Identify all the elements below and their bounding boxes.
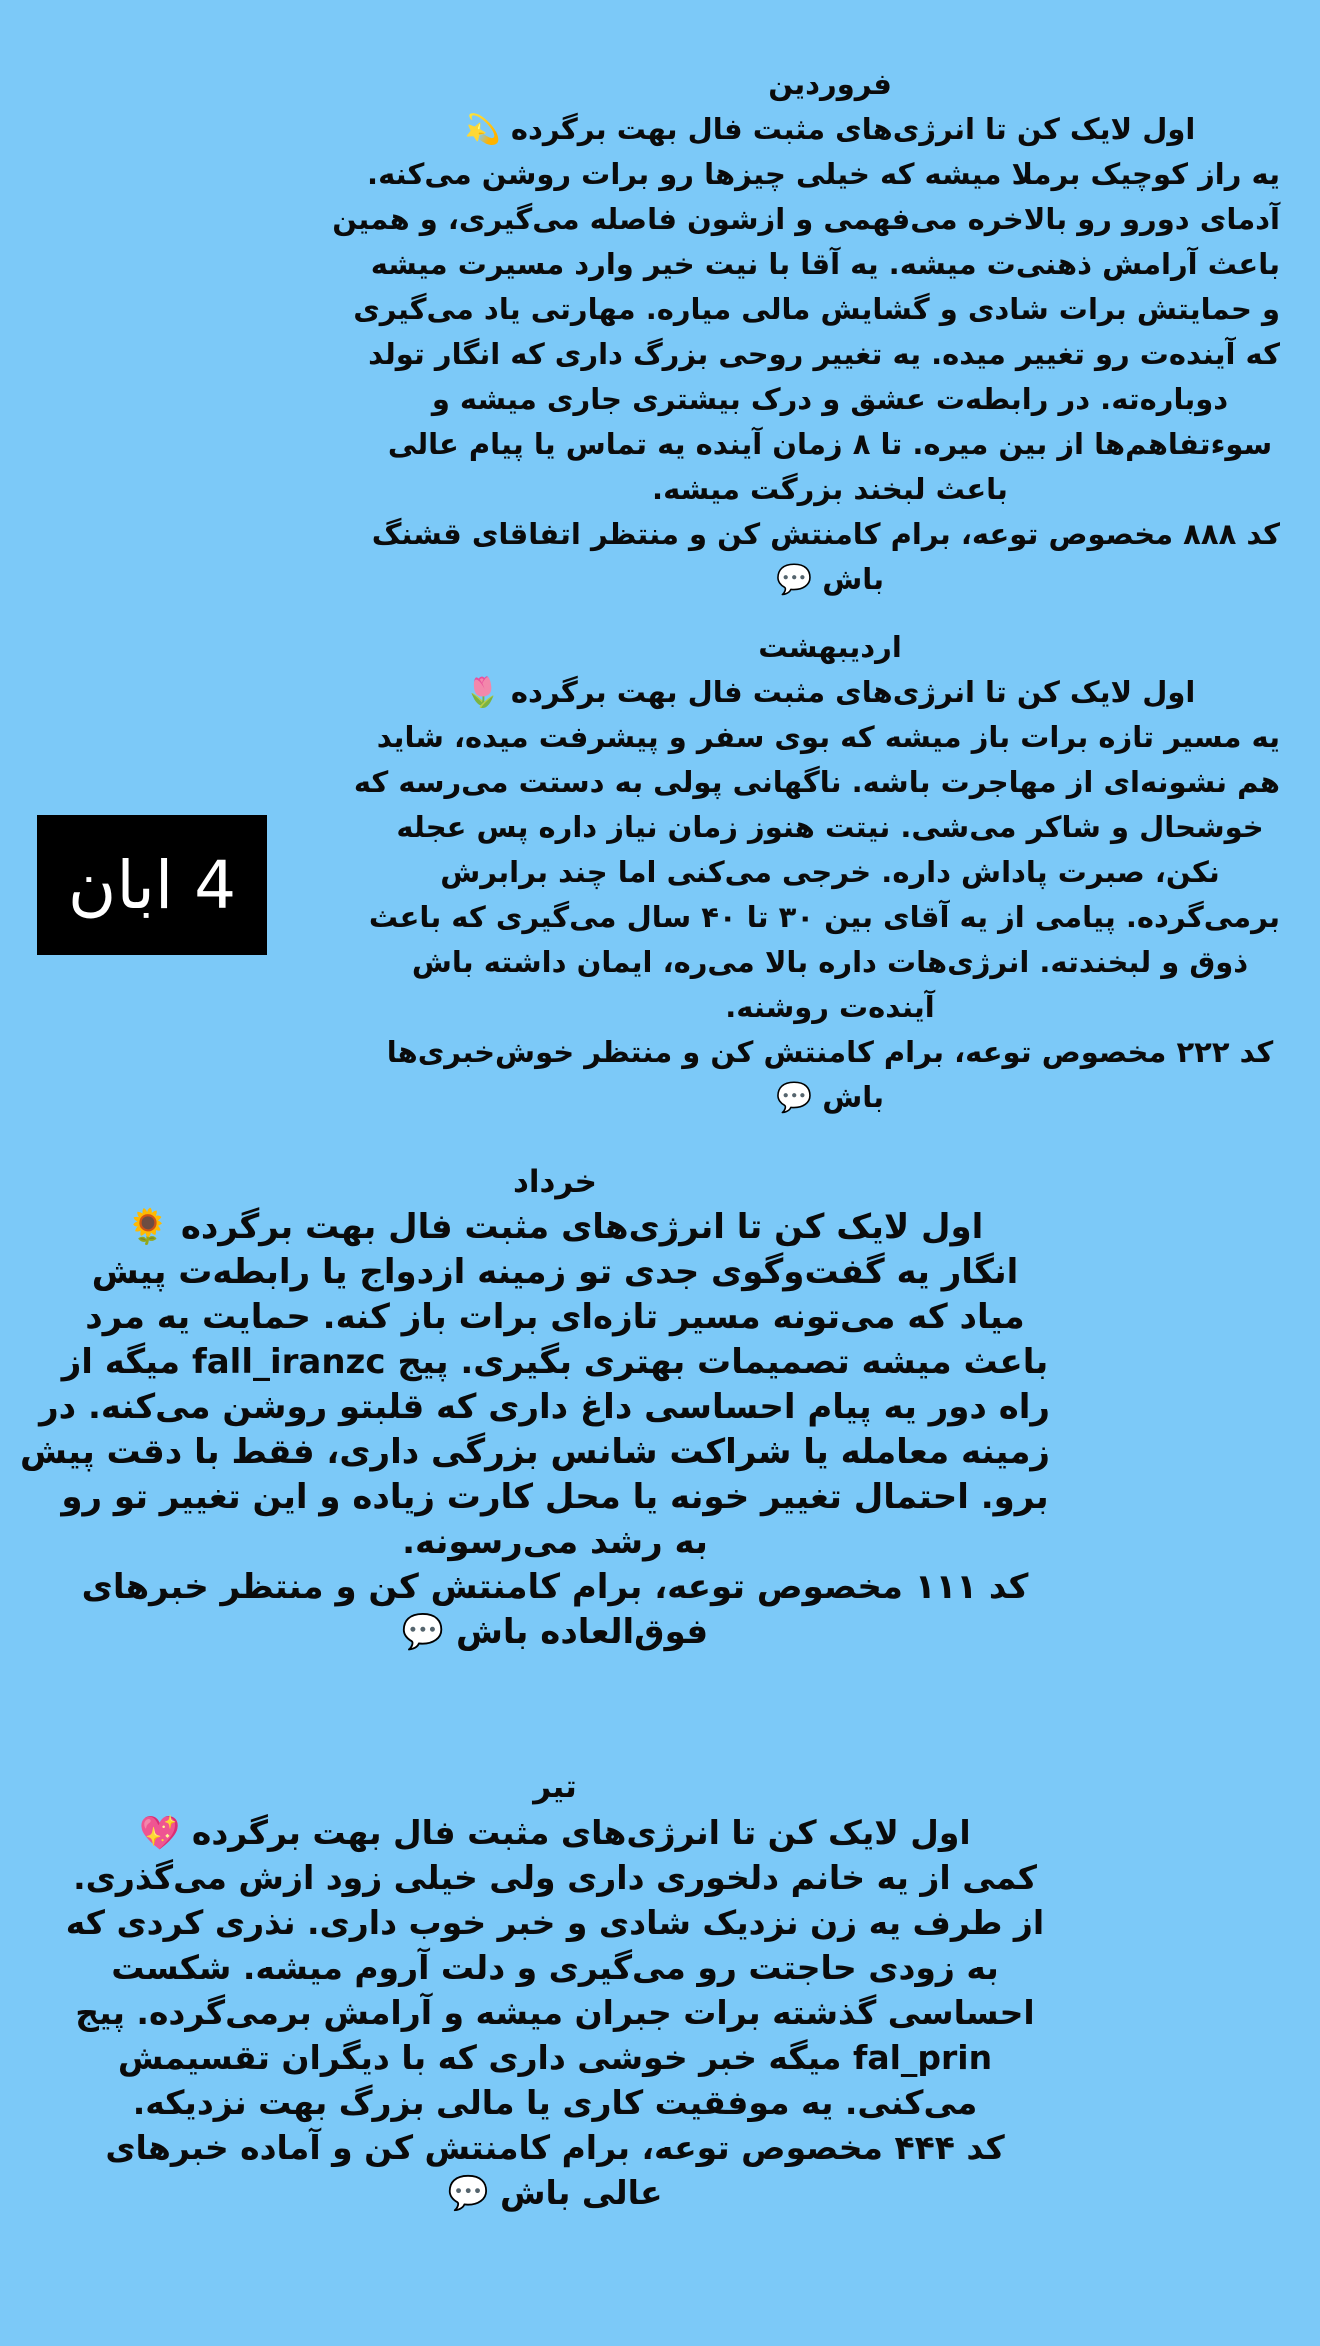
fortune-line: کد ۸۸۸ مخصوص توعه، برام کامنتش کن و منتظر اتفاقای قشنگ	[371, 517, 1280, 551]
fortune-line: باعث آرامش ذهنی‌ت میشه. یه آقا با نیت خیر وارد مسیرت میشه	[370, 247, 1280, 281]
fortune-line: احساسی گذشته برات جبران میشه و آرامش برمی‌گرده. پیج	[75, 1993, 1035, 2032]
fortune-line: باعث میشه تصمیمات بهتری بگیری. پیج fall_iranzc میگه از	[61, 1342, 1049, 1382]
fortune-line: می‌کنی. یه موفقیت کاری یا مالی بزرگ بهت نزدیکه.	[132, 2083, 978, 2122]
fortune-line: باعث لبخند بزرگت میشه.	[652, 472, 1008, 506]
month-heading: خرداد	[512, 1164, 598, 1200]
fortune-line: یه راز کوچیک برملا میشه که خیلی چیزها رو برات روشن می‌کنه.	[367, 157, 1280, 191]
fortune-line: و حمایتش برات شادی و گشایش مالی میاره. مهارتی یاد می‌گیری	[353, 292, 1280, 326]
fortune-line: سوءتفاهم‌ها از بین میره. تا ۸ زمان آینده یه تماس یا پیام عالی	[387, 427, 1273, 461]
fortune-line: انگار یه گفت‌وگوی جدی تو زمینه ازدواج یا رابطه‌ت پیش	[91, 1252, 1019, 1292]
fortune-line: فوق‌العاده باش 💬	[401, 1612, 709, 1652]
section-tir	[60, 1765, 1050, 2215]
fortune-line: کد ۲۲۲ مخصوص توعه، برام کامنتش کن و منتظر خوش‌خبری‌ها	[386, 1035, 1274, 1069]
fortune-line: آدمای دورو رو بالاخره می‌فهمی و ازشون فاصله می‌گیری، و همین	[332, 202, 1280, 236]
fortune-line: کمی از یه خانم دلخوری داری ولی خیلی زود ازش می‌گذری.	[73, 1858, 1037, 1897]
fortune-line: نکن، صبرت پاداش داره. خرجی می‌کنی اما چند برابرش	[440, 855, 1220, 889]
fortune-line: باش 💬	[776, 1080, 884, 1114]
fortune-line: هم نشونه‌ای از مهاجرت باشه. ناگهانی پولی به دستت می‌رسه که	[353, 765, 1280, 799]
fortune-line: راه دور یه پیام احساسی داغ داری که قلبتو روشن می‌کنه. در	[39, 1387, 1050, 1427]
fortune-line: به رشد می‌رسونه.	[402, 1522, 708, 1562]
fortune-line: عالی باش 💬	[447, 2173, 663, 2212]
fortune-line: ذوق و لبخندته. انرژی‌هات داره بالا می‌ره، ایمان داشته باش	[411, 945, 1249, 979]
fortune-line: کد ۱۱۱ مخصوص توعه، برام کامنتش کن و منتظر خبرهای	[81, 1567, 1029, 1607]
fortune-line: آینده‌ت روشنه.	[725, 990, 935, 1024]
month-heading: فروردین	[768, 67, 892, 101]
fortune-line: برمی‌گرده. پیامی از یه آقای بین ۳۰ تا ۴۰ سال می‌گیری که باعث	[368, 900, 1280, 934]
fortune-line: که آینده‌ت رو تغییر میده. یه تغییر روحی بزرگ داری که انگار تولد	[368, 337, 1280, 371]
fortune-line: یه مسیر تازه برات باز میشه که بوی سفر و پیشرفت میده، شاید	[376, 720, 1280, 754]
fortune-line: خوشحال و شاکر می‌شی. نیتت هنوز زمان نیاز داره پس عجله	[396, 810, 1264, 844]
section-ordibehesht	[353, 625, 1280, 1120]
fortune-line: باش 💬	[776, 562, 884, 596]
fortune-line: کد ۴۴۴ مخصوص توعه، برام کامنتش کن و آماده خبرهای	[105, 2128, 1005, 2167]
fortune-line: به زودی حاجتت رو می‌گیری و دلت آروم میشه. شکست	[111, 1948, 999, 1987]
fortune-line: اول لایک کن تا انرژی‌های مثبت فال بهت برگرده 🌷	[464, 675, 1196, 709]
month-heading: تیر	[533, 1769, 577, 1805]
fortune-line: اول لایک کن تا انرژی‌های مثبت فال بهت برگرده 🌻	[126, 1207, 984, 1247]
month-heading: اردیبهشت	[758, 630, 902, 664]
date-badge: 4 ابان	[37, 815, 267, 955]
section-farvardin	[332, 62, 1280, 602]
fortune-line: زمینه معامله یا شراکت شانس بزرگی داری، فقط با دقت پیش	[20, 1432, 1050, 1472]
fortune-line: fal_prin میگه خبر خوشی داری که با دیگران تقسیمش	[117, 2038, 993, 2077]
fortune-line: اول لایک کن تا انرژی‌های مثبت فال بهت برگرده 💫	[464, 112, 1196, 146]
fortune-line: برو. احتمال تغییر خونه یا محل کارت زیاده و این تغییر تو رو	[61, 1477, 1049, 1517]
fortune-line: دوباره‌ته. در رابطه‌ت عشق و درک بیشتری جاری میشه و	[431, 382, 1229, 416]
fortune-line: میاد که می‌تونه مسیر تازه‌ای برات باز کنه. حمایت یه مرد	[85, 1297, 1025, 1337]
fortune-line: از طرف یه زن نزدیک شادی و خبر خوب داری. نذری کردی که	[65, 1903, 1045, 1942]
fortune-line: اول لایک کن تا انرژی‌های مثبت فال بهت برگرده 💖	[139, 1813, 971, 1852]
section-khordad	[20, 1160, 1050, 1655]
